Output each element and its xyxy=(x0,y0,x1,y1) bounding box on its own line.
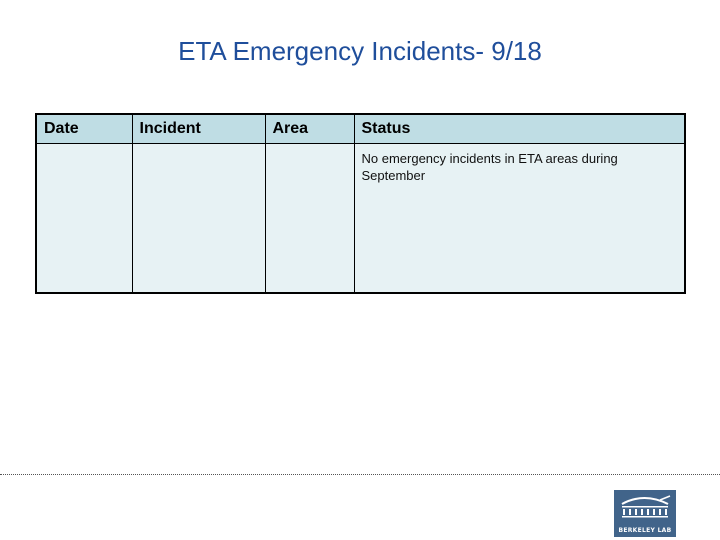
incidents-table xyxy=(35,113,686,294)
logo-text: BERKELEY LAB xyxy=(618,527,672,534)
column-header-area: Area xyxy=(265,114,354,143)
footer-divider xyxy=(0,474,720,475)
cell-area xyxy=(265,143,354,293)
slide-title: ETA Emergency Incidents- 9/18 xyxy=(178,36,542,66)
table-row xyxy=(36,143,685,293)
berkeley-lab-emblem-icon xyxy=(614,490,676,526)
column-header-status: Status xyxy=(354,114,685,143)
cell-date xyxy=(36,143,132,293)
berkeley-lab-logo xyxy=(614,490,676,537)
table-header-row xyxy=(36,114,685,143)
cell-incident xyxy=(132,143,265,293)
cell-status: No emergency incidents in ETA areas during September xyxy=(354,143,685,293)
column-header-incident: Incident xyxy=(132,114,265,143)
column-header-date: Date xyxy=(36,114,132,143)
